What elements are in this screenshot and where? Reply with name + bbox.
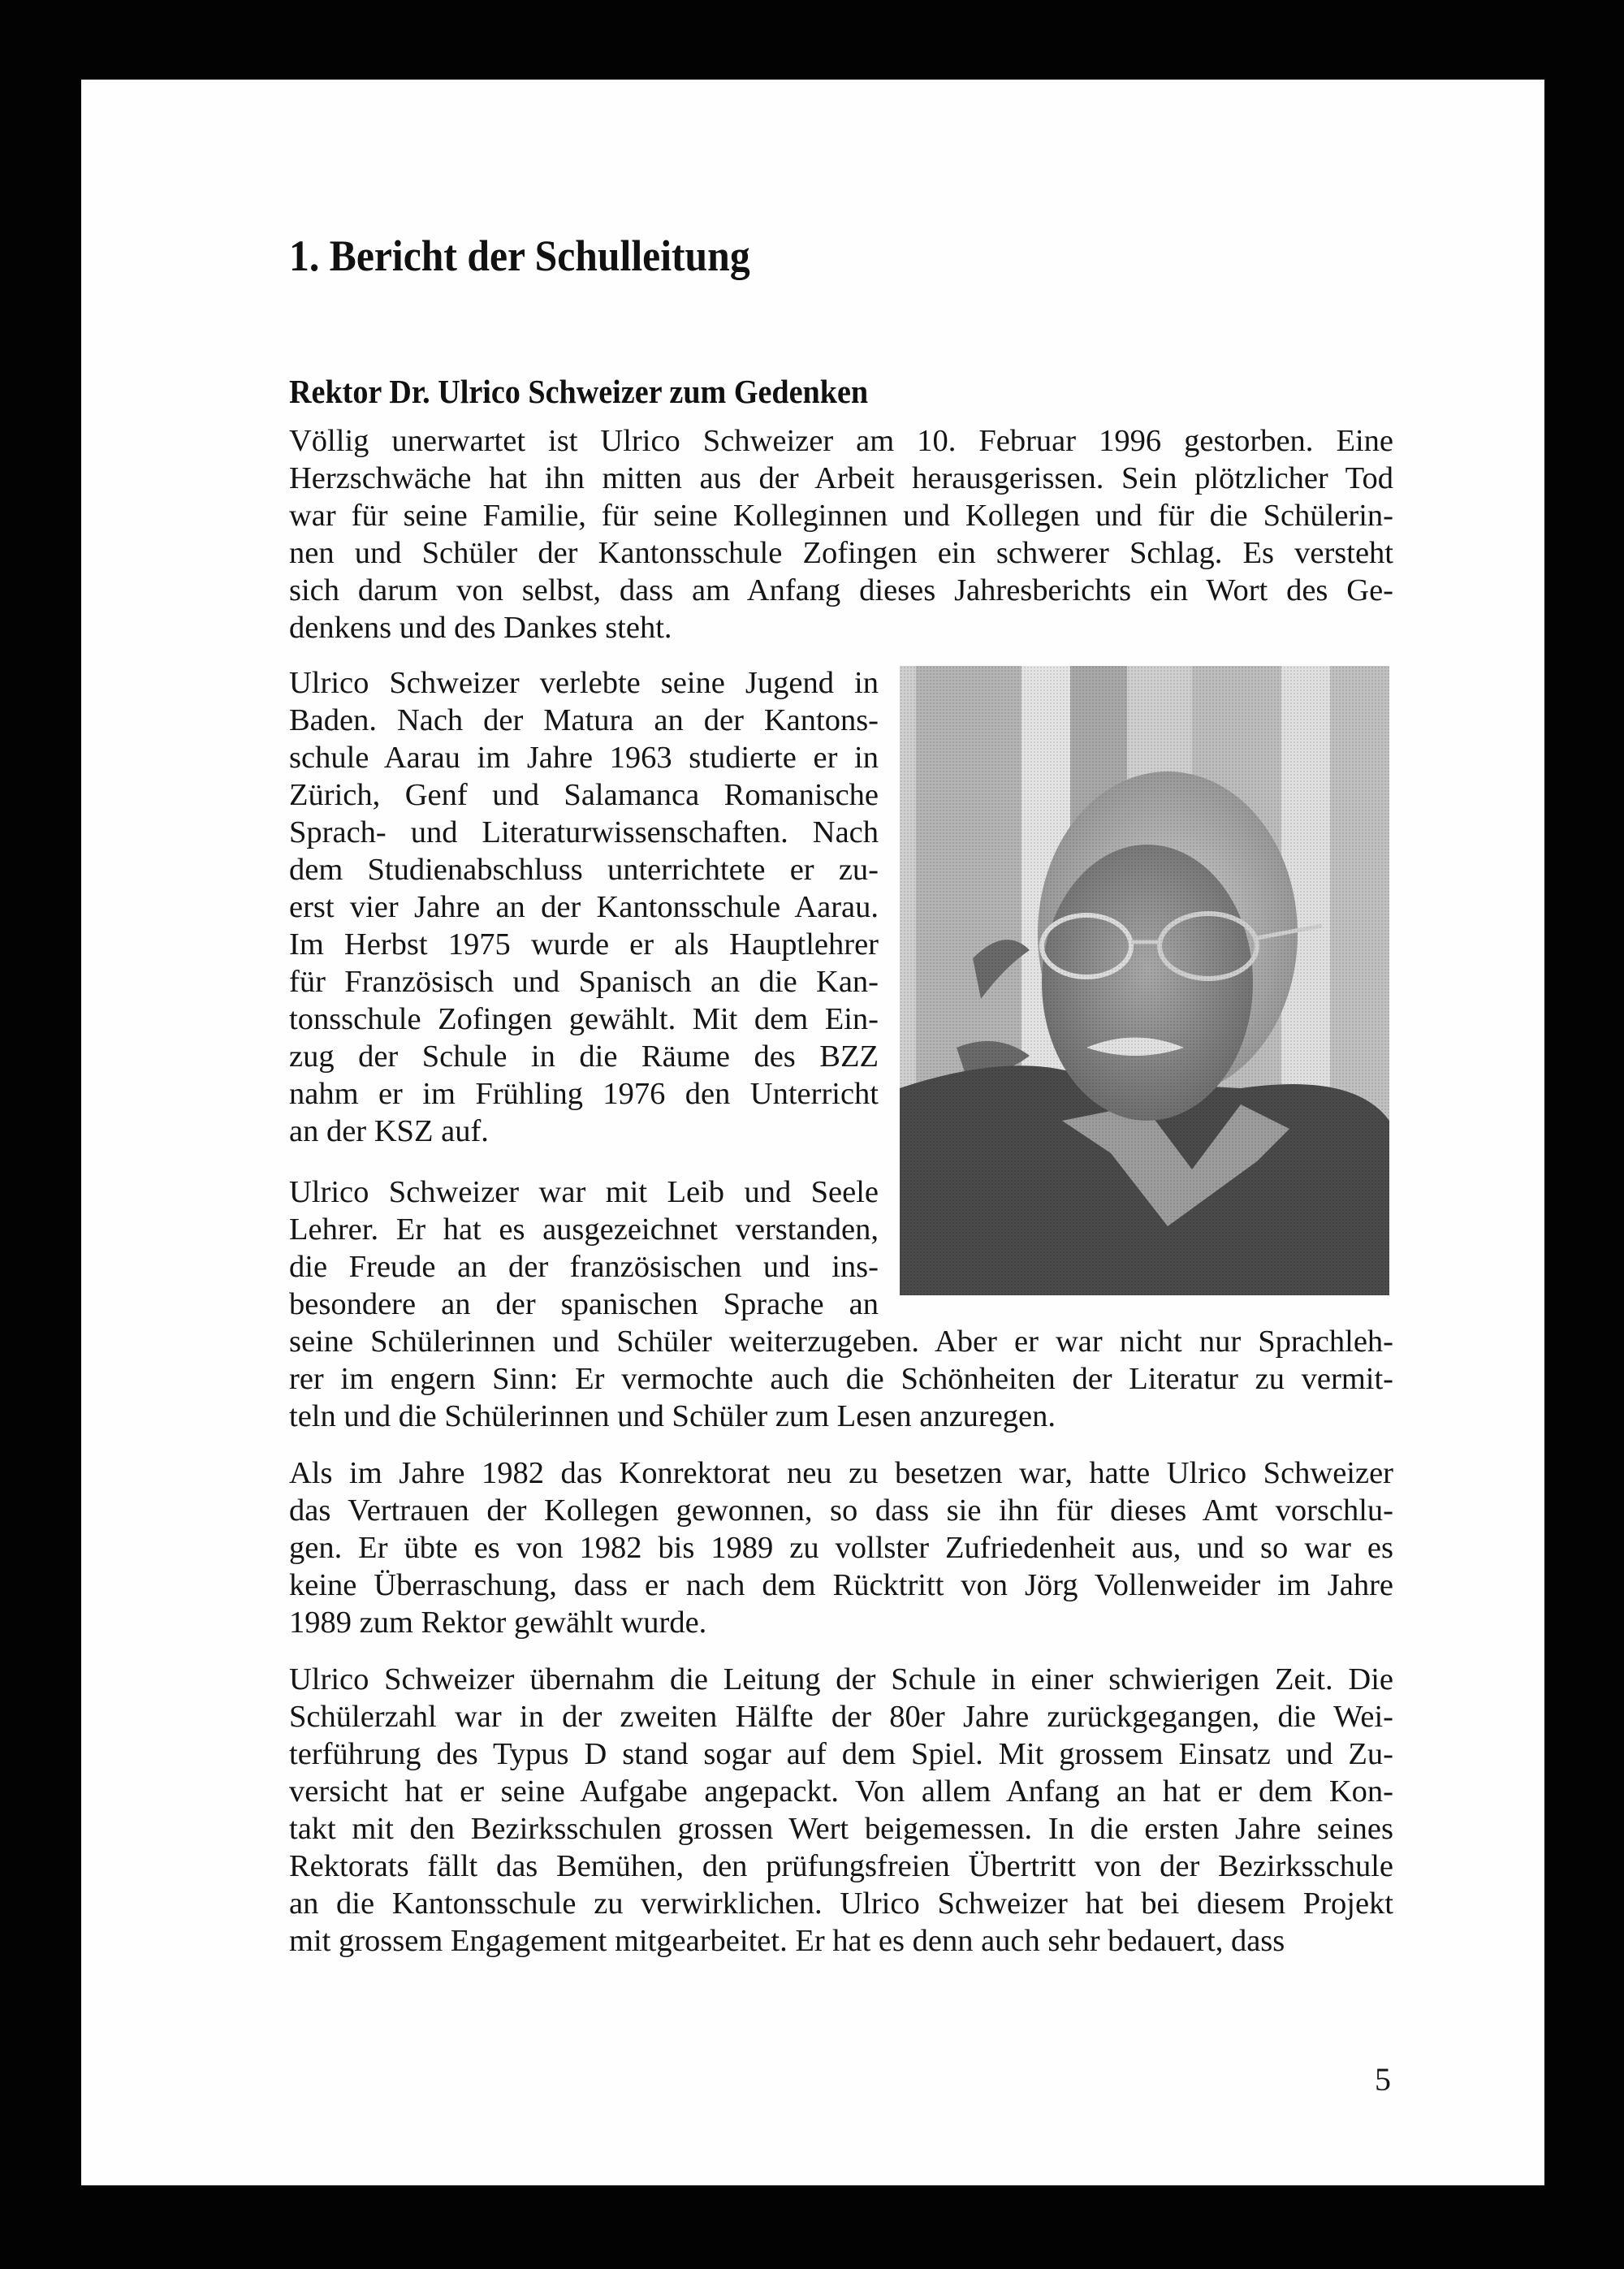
text-line: besondere an der spanischen Sprache an: [289, 1287, 879, 1321]
text-line: Lehrer. Er hat es ausgezeichnet verstanden,: [289, 1212, 879, 1247]
paragraph: [289, 1661, 1393, 1960]
text-line: terführung des Typus D stand sogar auf dem Spiel. Mit grossem Einsatz und Zu-: [289, 1737, 1393, 1771]
text-line: teln und die Schülerinnen und Schüler zum Lesen anzuregen.: [289, 1399, 1056, 1433]
text-line: 1989 zum Rektor gewählt wurde.: [289, 1606, 707, 1640]
text-line: Rektorats fällt das Bemühen, den prüfungsfreien Übertritt von der Bezirksschule: [289, 1849, 1393, 1883]
text-line: mit grossem Engagement mitgearbeitet. Er hat es denn auch sehr bedauert, dass: [289, 1924, 1285, 1958]
text-line: sich darum von selbst, dass am Anfang dieses Jahresberichts ein Wort des Ge-: [289, 573, 1393, 607]
text-line: rer im engern Sinn: Er vermochte auch die Schönheiten der Literatur zu vermit-: [289, 1362, 1393, 1396]
text-line: an der KSZ auf.: [289, 1114, 489, 1148]
text-line: an die Kantonsschule zu verwirklichen. Ulrico Schweizer hat bei diesem Projekt: [289, 1887, 1393, 1921]
text-line: schule Aarau im Jahre 1963 studierte er in: [289, 741, 879, 775]
text-line: erst vier Jahre an der Kantonsschule Aarau.: [289, 890, 879, 924]
text-line: nahm er im Frühling 1976 den Unterricht: [289, 1077, 879, 1111]
text-line: war für seine Familie, für seine Kolleginnen und Kollegen und für die Schülerin-: [289, 499, 1393, 533]
text-line: Schülerzahl war in der zweiten Hälfte der 80er Jahre zurückgegangen, die Wei-: [289, 1700, 1393, 1734]
text-line: Baden. Nach der Matura an der Kantons-: [289, 703, 879, 737]
text-line: Im Herbst 1975 wurde er als Hauptlehrer: [289, 927, 879, 962]
text-line: Herzschwäche hat ihn mitten aus der Arbeit herausgerissen. Sein plötzlicher Tod: [289, 461, 1393, 495]
text-line: Sprach- und Literaturwissenschaften. Nach: [289, 815, 879, 849]
text-line: Völlig unerwartet ist Ulrico Schweizer am 10. Februar 1996 gestorben. Eine: [289, 424, 1393, 458]
paragraph: [289, 664, 879, 1150]
document-page: [81, 80, 1544, 2185]
text-line: Zürich, Genf und Salamanca Romanische: [289, 778, 879, 812]
text-line: keine Überraschung, dass er nach dem Rücktritt von Jörg Vollenweider im Jahre: [289, 1568, 1393, 1602]
text-line: dem Studienabschluss unterrichtete er zu-: [289, 853, 879, 887]
text-line: das Vertrauen der Kollegen gewonnen, so dass sie ihn für dieses Amt vorschlu-: [289, 1493, 1393, 1528]
section-title: 1. Bericht der Schulleitung: [289, 231, 750, 280]
page-number: 5: [1375, 2061, 1391, 2098]
text-line: seine Schülerinnen und Schüler weiterzugeben. Aber er war nicht nur Sprachleh-: [289, 1325, 1393, 1359]
text-line: Ulrico Schweizer verlebte seine Jugend in: [289, 666, 879, 700]
text-line: tonsschule Zofingen gewählt. Mit dem Ein-: [289, 1002, 879, 1036]
text-line: Ulrico Schweizer übernahm die Leitung der Schule in einer schwierigen Zeit. Die: [289, 1662, 1393, 1696]
article-heading: Rektor Dr. Ulrico Schweizer zum Gedenken: [289, 373, 869, 410]
text-line: gen. Er übte es von 1982 bis 1989 zu vollster Zufriedenheit aus, und so war es: [289, 1531, 1393, 1565]
paragraph: [289, 422, 1393, 646]
paragraph: [289, 1173, 1393, 1435]
text-line: nen und Schüler der Kantonsschule Zofingen ein schwerer Schlag. Es versteht: [289, 536, 1393, 570]
text-line: takt mit den Bezirksschulen grossen Wert beigemessen. In die ersten Jahre seines: [289, 1812, 1393, 1846]
text-line: Ulrico Schweizer war mit Leib und Seele: [289, 1175, 879, 1209]
text-line: zug der Schule in die Räume des BZZ: [289, 1039, 879, 1074]
text-line: die Freude an der französischen und ins-: [289, 1250, 879, 1284]
paragraph: [289, 1454, 1393, 1641]
text-line: Als im Jahre 1982 das Konrektorat neu zu besetzen war, hatte Ulrico Schweizer: [289, 1456, 1393, 1490]
text-line: für Französisch und Spanisch an die Kan-: [289, 965, 879, 999]
text-line: versicht hat er seine Aufgabe angepackt. Von allem Anfang an hat er dem Kon-: [289, 1774, 1393, 1809]
text-line: denkens und des Dankes steht.: [289, 611, 672, 645]
